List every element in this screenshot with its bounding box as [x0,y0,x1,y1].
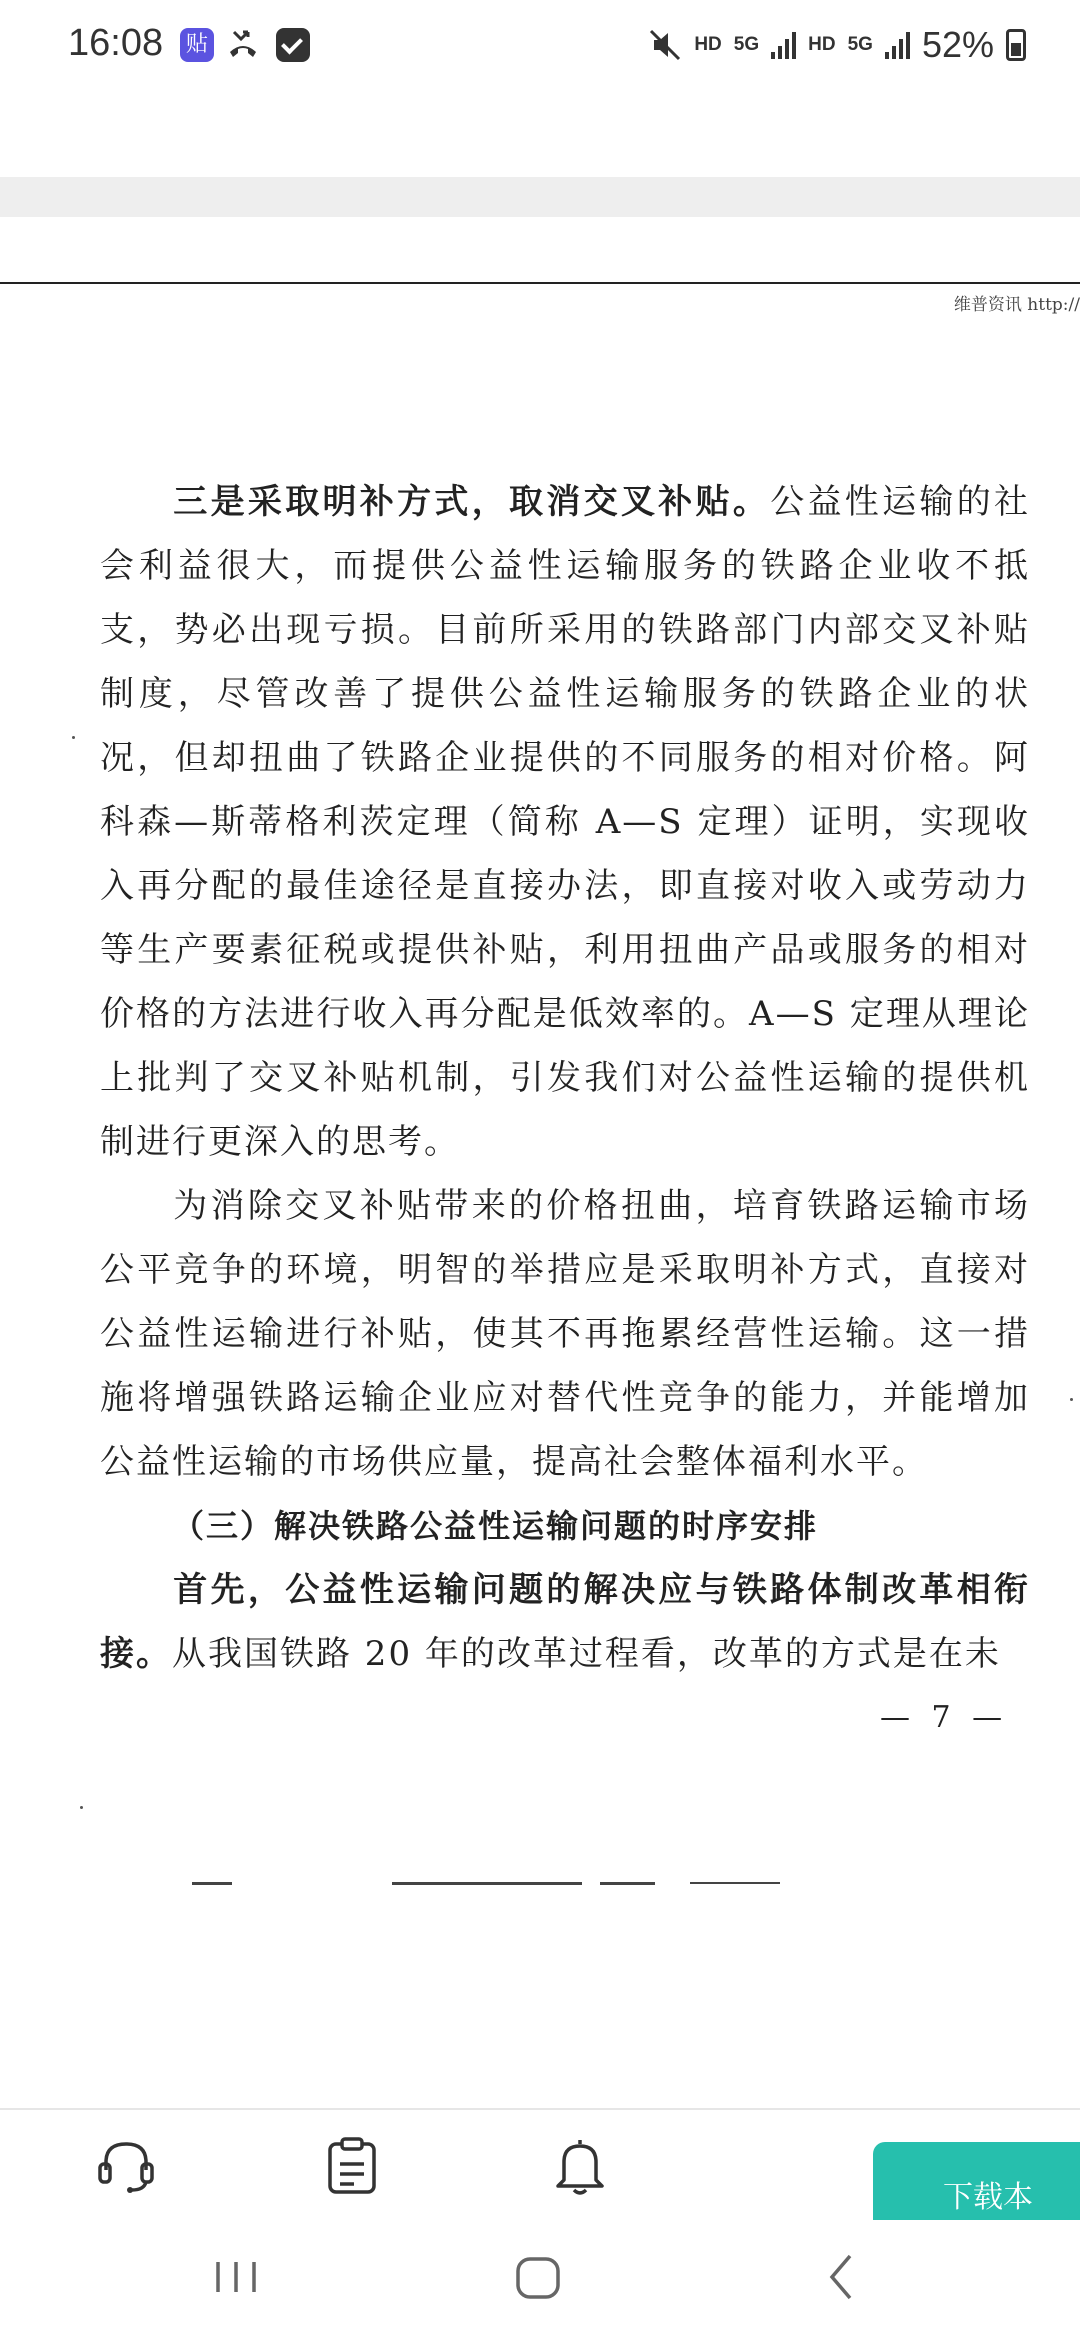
paragraph-1-lead: 三是采取明补方式，取消交叉补贴。 [172,482,771,522]
scan-dot [72,736,75,739]
bell-icon[interactable] [548,2134,612,2198]
scan-mark [392,1882,582,1885]
section-subheading: （三）解决铁路公益性运输问题的时序安排 [172,1507,819,1545]
paragraph-2 [100,1174,1030,1494]
missed-call-icon [226,28,260,62]
battery-icon [1006,29,1026,61]
download-button[interactable]: 下载本 [873,2142,1080,2222]
mute-icon [648,28,682,62]
home-icon[interactable] [498,2242,578,2312]
network-label-2: 5G [847,34,873,55]
signal-icon-1 [771,31,796,59]
status-right [648,24,1026,66]
scan-dot [80,1806,83,1809]
page-header-rule [0,282,1080,284]
status-bar [0,0,1080,96]
paragraph-3-body: 从我国铁路 20 年的改革过程看，改革的方式是在未 [172,1634,1001,1674]
paragraph-3-lead: 首先，公益性运输问题的解决应与铁路体制改革相衔接。 [100,1570,1030,1674]
scan-mark [600,1882,655,1885]
scan-mark [690,1882,780,1884]
scan-dot [1070,1398,1073,1401]
scan-mark [192,1882,232,1885]
paragraph-2-body: 为消除交叉补贴带来的价格扭曲，培育铁路运输市场公平竞争的环境，明智的举措应是采取明补方式，直接对公益性运输进行补贴，使其不再拖累经营性运输。这一措施将增强铁路运输企业应对替代性竞争的能力，并能增加公益性运输的市场供应量，提高社会整体福利水平。 [100,1186,1030,1482]
hd-label-1: HD [694,34,722,55]
bottom-toolbar [0,2108,1080,2222]
top-grey-strip [0,177,1080,217]
battery-percent: 52% [921,24,994,65]
recent-apps-icon[interactable] [196,2242,276,2312]
document-page [100,470,1030,1686]
paragraph-3 [100,1558,1030,1686]
network-label-1: 5G [733,34,760,55]
hd-label-2: HD [808,34,836,55]
back-icon[interactable] [800,2242,880,2312]
signal-icon-2 [885,31,910,59]
page-number: — 7 — [880,1700,1009,1735]
status-time: 16:08 [68,22,164,64]
paragraph-1 [100,470,1030,1174]
paragraph-1-body: 公益性运输的社会利益很大，而提供公益性运输服务的铁路企业收不抵支，势必出现亏损。目前所采用的铁路部门内部交叉补贴制度，尽管改善了提供公益性运输服务的铁路企业的状况，但却扭曲了铁路企业提供的不同服务的相对价格。阿科森—斯蒂格利茨定理（简称 A—S 定理）证明，实现收入再分配的最佳途径是直接办法，即直接对收入或劳动力等生产要素征税或提供补贴，利用扭曲产品或服务的相对价格的方法进行收入再分配是低效率的。A—S 定理从理论上批判了交叉补贴机制，引发我们对公益性运输的提供机制进行更深入的思考。 [100,482,1031,1162]
system-nav-bar [0,2220,1080,2340]
header-watermark: 维普资讯 http:// [953,295,1080,315]
headset-icon[interactable] [94,2134,158,2198]
tieba-notification-icon: 贴 [180,28,214,62]
check-icon [276,28,310,62]
clipboard-icon[interactable] [320,2134,384,2198]
